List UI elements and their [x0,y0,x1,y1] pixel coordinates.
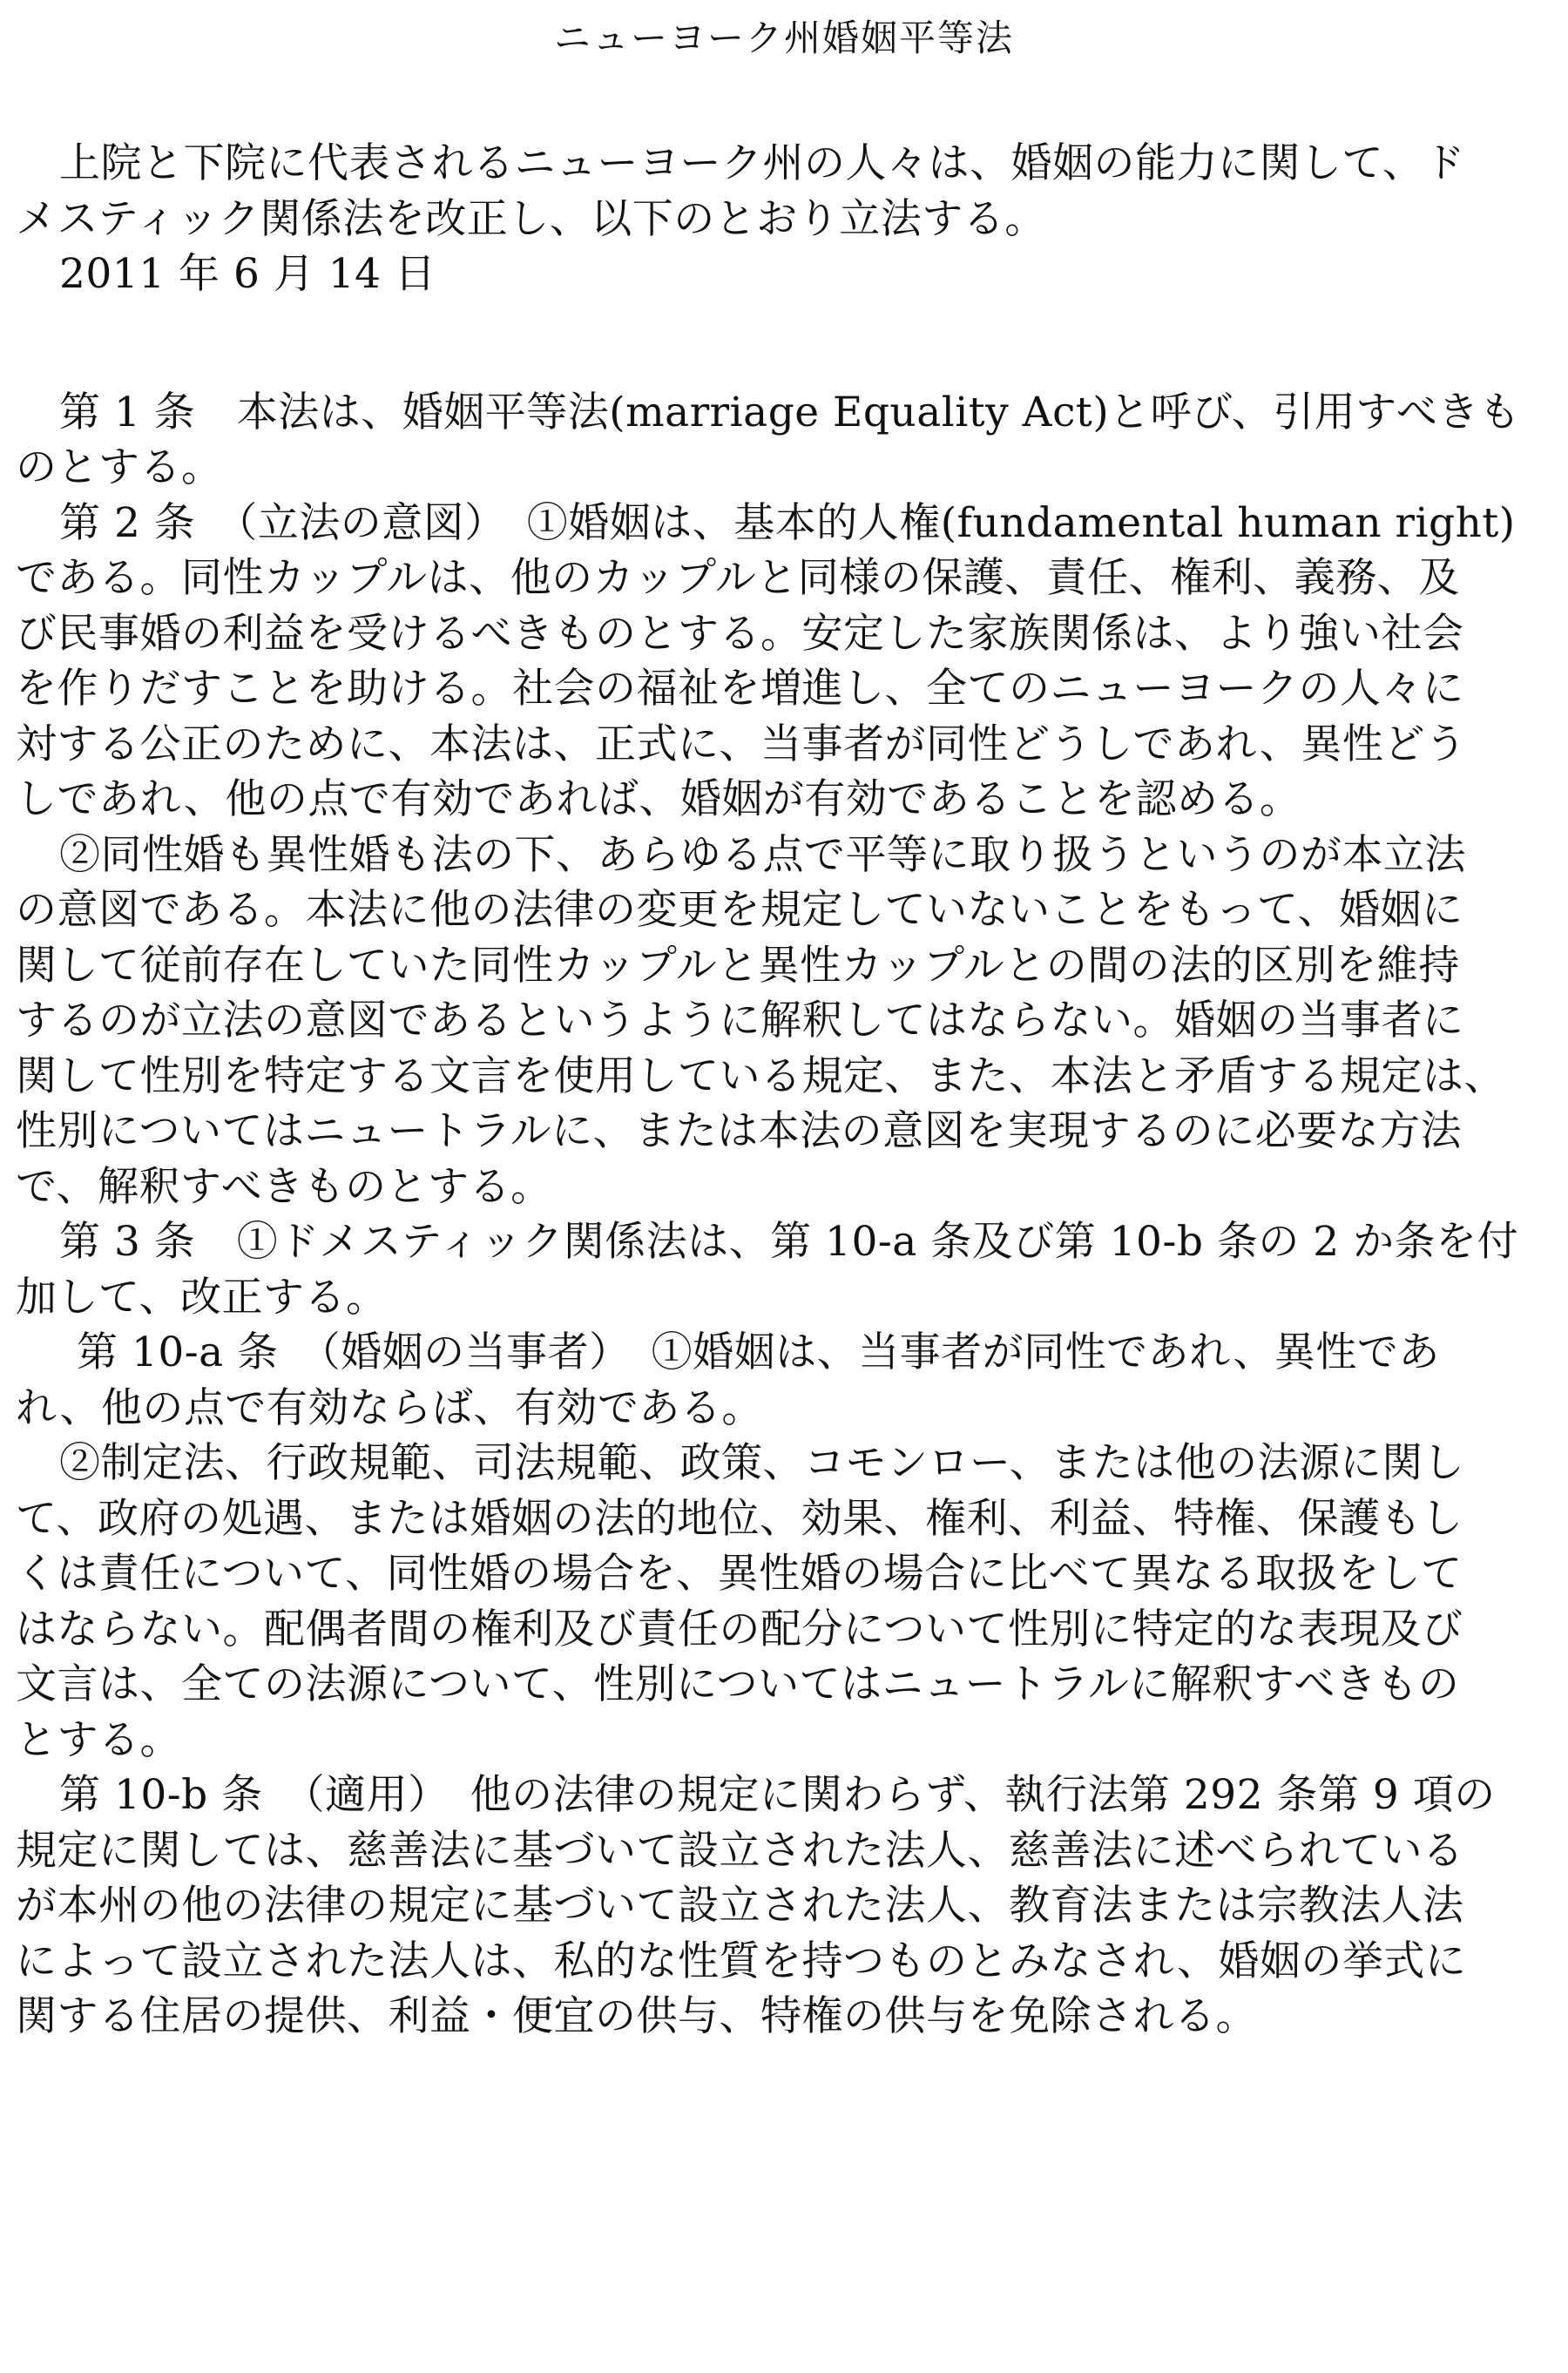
document-title: ニューヨーク州婚姻平等法 [553,17,1014,59]
article-2-line: しであれ、他の点で有効であれば、婚姻が有効であることを認める。 [16,775,1301,823]
enactment-date: 2011 年 6 月 14 日 [59,250,436,298]
article-2-para-2-line: ②同性婚も異性婚も法の下、あらゆる点で平等に取り扱うというのが本立法 [59,830,1466,879]
article-10b-line: が本州の他の法律の規定に基づいて設立された法人、教育法または宗教法人法 [16,1882,1464,1930]
article-10b-line: 規定に関しては、慈善法に基づいて設立された法人、慈善法に述べられている [16,1826,1464,1875]
article-10a-para-2-line: くは責任について、同性婚の場合を、異性婚の場合に比べて異なる取扱をして [16,1550,1463,1598]
article-10b-line: 第 10-b 条 （適用） 他の法律の規定に関わらず、執行法第 292 条第 9 項の [59,1771,1496,1819]
article-10a-line: 第 10-a 条 （婚姻の当事者） ①婚姻は、当事者が同性であれ、異性であ [77,1328,1440,1376]
article-1-line: 第 1 条 本法は、婚姻平等法(marriage Equality Act)と呼び、引用すべきも [59,388,1521,436]
preamble-line: 上院と下院に代表されるニューヨーク州の人々は、婚姻の能力に関して、ド [59,139,1466,187]
article-1-line: のとする。 [16,443,223,491]
article-2-line: 対する公正のために、本法は、正式に、当事者が同性どうしであれ、異性どう [16,720,1467,768]
article-3-line: 第 3 条 ①ドメスティック関係法は、第 10-a 条及び第 10-b 条の 2 か条を付 [59,1218,1519,1266]
article-10a-para-2-line: ②制定法、行政規範、司法規範、政策、コモンロー、または他の法源に関し [59,1439,1465,1487]
article-10a-para-2-line: とする。 [16,1715,181,1764]
article-2-para-2-line: で、解釈すべきものとする。 [16,1162,552,1211]
article-3-line: 加して、改正する。 [16,1273,388,1322]
preamble-line: メスティック関係法を改正し、以下のとおり立法する。 [16,194,1046,243]
article-2-para-2-line: 関して性別を特定する文言を使用している規定、また、本法と矛盾する規定は、 [16,1051,1505,1100]
article-2-line: び民事婚の利益を受けるべきものとする。安定した家族関係は、より強い社会 [16,609,1464,658]
article-2-para-2-line: 関して従前存在していた同性カップルと異性カップルとの間の法的区別を維持 [16,941,1460,990]
article-10a-para-2-line: て、政府の処遇、または婚姻の法的地位、効果、権利、利益、特権、保護もし [16,1494,1463,1543]
article-2-para-2-line: するのが立法の意図であるというように解釈してはならない。婚姻の当事者に [16,997,1464,1045]
article-10a-para-2-line: 文言は、全ての法源について、性別についてはニュートラルに解釈すべきもの [16,1660,1460,1708]
article-10b-line: 関する住居の提供、利益・便宜の供与、特権の供与を免除される。 [16,1992,1257,2040]
article-10b-line: によって設立された法人は、私的な性質を持つものとみなされ、婚姻の挙式に [16,1937,1467,1985]
document-body [16,136,1549,2045]
article-2-line: である。同性カップルは、他のカップルと同様の保護、責任、権利、義務、及 [16,554,1460,602]
article-10a-line: れ、他の点で有効ならば、有効である。 [16,1383,763,1432]
article-10a-para-2-line: はならない。配偶者間の権利及び責任の配分について性別に特定的な表現及び [16,1605,1463,1653]
article-2-para-2-line: の意図である。本法に他の法律の変更を規定していないことをもって、婚姻に [16,886,1463,934]
paragraph-gap [16,302,1549,385]
article-2-para-2-line: 性別についてはニュートラルに、または本法の意図を実現するのに必要な方法 [16,1107,1463,1155]
article-2-line: 第 2 条 （立法の意図） ①婚姻は、基本的人権(fundamental human right) [59,498,1516,547]
article-2-line: を作りだすことを助ける。社会の福祉を増進し、全てのニューヨークの人々に [16,665,1464,713]
